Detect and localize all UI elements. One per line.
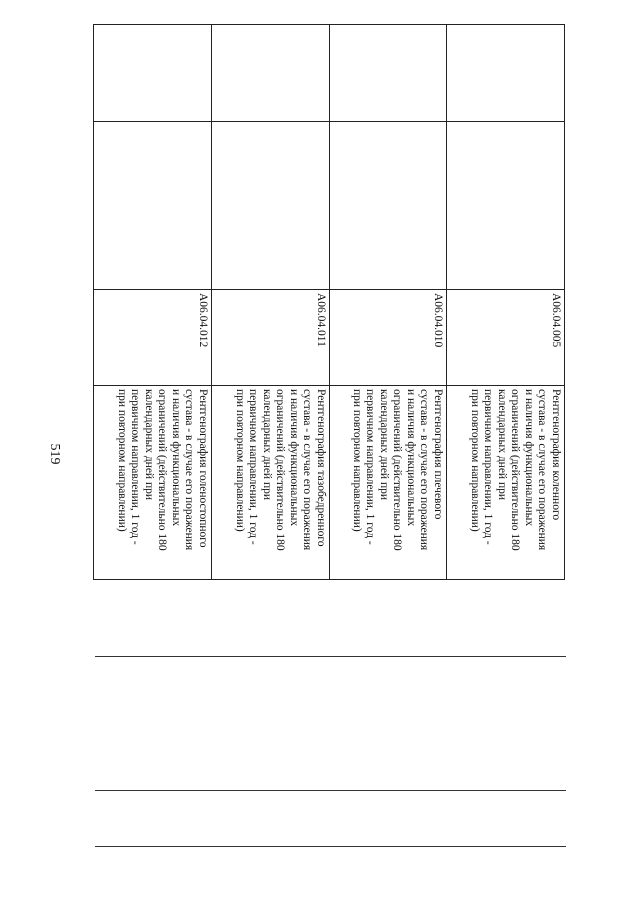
empty-cell bbox=[93, 24, 211, 121]
code-cell: A06.04.011 bbox=[212, 289, 329, 385]
table-row bbox=[447, 24, 565, 580]
code-cell: A06.04.010 bbox=[330, 289, 446, 385]
horizontal-rule bbox=[95, 846, 566, 847]
services-table bbox=[93, 24, 565, 580]
empty-cell bbox=[447, 121, 564, 289]
page-number: 519 bbox=[47, 443, 62, 465]
empty-cell bbox=[93, 121, 211, 289]
horizontal-rule bbox=[95, 656, 566, 657]
empty-cell bbox=[447, 24, 564, 121]
horizontal-rule bbox=[95, 790, 566, 791]
empty-cell bbox=[212, 121, 329, 289]
table-border bbox=[93, 24, 94, 580]
description-cell: Рентгенография голеностопного сустава - в случае его поражения и наличия функциональных ограничений (действительно 180 календарных дней при первичном направлении, 1 год - при повторном направлении) bbox=[93, 385, 211, 580]
empty-cell bbox=[330, 24, 446, 121]
table-row bbox=[330, 24, 447, 580]
empty-cell bbox=[330, 121, 446, 289]
table-row bbox=[212, 24, 330, 580]
table-border bbox=[93, 579, 565, 580]
description-cell: Рентгенография тазобедренного сустава - в случае его поражения и наличия функциональных ограничений (действительно 180 календарных дней при первичном направлении, 1 год - при повторном направлении) bbox=[212, 385, 329, 580]
empty-cell bbox=[212, 24, 329, 121]
description-cell: Рентгенография коленного сустава - в случае его поражения и наличия функциональных ограничений (действительно 180 календарных дней при первичном направлении, 1 год - при повторном направлении) bbox=[447, 385, 564, 580]
table-row bbox=[93, 24, 212, 580]
services-table-body bbox=[93, 24, 565, 580]
description-cell: Рентгенография плечевого сустава - в случае его поражения и наличия функциональных ограничений (действительно 180 календарных дней при первичном направлении, 1 год - при повторном направлении) bbox=[330, 385, 446, 580]
code-cell: A06.04.012 bbox=[93, 289, 211, 385]
code-cell: A06.04.005 bbox=[447, 289, 564, 385]
